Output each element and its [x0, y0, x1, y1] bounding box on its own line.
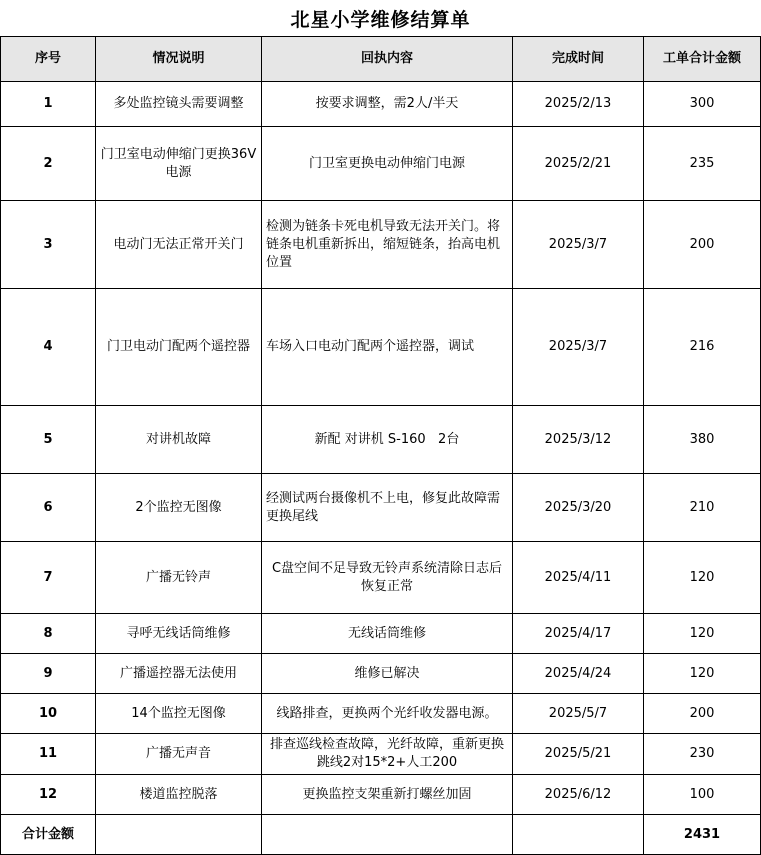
row-amount: 216 [644, 289, 761, 406]
table-row [1, 127, 761, 201]
row-desc: 14个监控无图像 [96, 694, 262, 734]
row-no: 8 [1, 614, 96, 654]
total-empty-cell [262, 815, 513, 855]
table-row [1, 82, 761, 127]
header-date: 完成时间 [513, 37, 644, 82]
row-date: 2025/2/21 [513, 127, 644, 201]
row-amount: 100 [644, 775, 761, 815]
row-reply: 排查巡线检查故障，光纤故障，重新更换跳线2对15*2+人工200 [262, 734, 513, 775]
row-reply: 维修已解决 [262, 654, 513, 694]
row-date: 2025/4/17 [513, 614, 644, 654]
row-reply: 无线话筒维修 [262, 614, 513, 654]
table-row [1, 201, 761, 289]
row-amount: 300 [644, 82, 761, 127]
row-desc: 广播遥控器无法使用 [96, 654, 262, 694]
header-no: 序号 [1, 37, 96, 82]
row-no: 11 [1, 734, 96, 775]
header-desc: 情况说明 [96, 37, 262, 82]
row-date: 2025/2/13 [513, 82, 644, 127]
row-desc: 寻呼无线话筒维修 [96, 614, 262, 654]
settlement-table [0, 36, 761, 855]
row-date: 2025/4/24 [513, 654, 644, 694]
row-amount: 235 [644, 127, 761, 201]
row-reply: 线路排查，更换两个光纤收发器电源。 [262, 694, 513, 734]
row-amount: 120 [644, 654, 761, 694]
total-row [1, 815, 761, 855]
row-amount: 200 [644, 201, 761, 289]
row-reply: 检测为链条卡死电机导致无法开关门。将链条电机重新拆出，缩短链条，抬高电机位置 [262, 201, 513, 289]
row-no: 4 [1, 289, 96, 406]
total-label: 合计金额 [1, 815, 96, 855]
row-reply: 门卫室更换电动伸缩门电源 [262, 127, 513, 201]
row-date: 2025/3/12 [513, 406, 644, 474]
row-reply: 按要求调整，需2人/半天 [262, 82, 513, 127]
row-no: 2 [1, 127, 96, 201]
total-value: 2431 [644, 815, 761, 855]
total-empty-cell [96, 815, 262, 855]
header-reply: 回执内容 [262, 37, 513, 82]
row-desc: 广播无声音 [96, 734, 262, 775]
row-desc: 电动门无法正常开关门 [96, 201, 262, 289]
row-desc: 门卫电动门配两个遥控器 [96, 289, 262, 406]
row-amount: 200 [644, 694, 761, 734]
row-date: 2025/4/11 [513, 542, 644, 614]
row-date: 2025/3/7 [513, 201, 644, 289]
total-empty-cell [513, 815, 644, 855]
table-row [1, 289, 761, 406]
row-date: 2025/6/12 [513, 775, 644, 815]
row-date: 2025/3/7 [513, 289, 644, 406]
row-amount: 120 [644, 542, 761, 614]
table-row [1, 406, 761, 474]
row-desc: 对讲机故障 [96, 406, 262, 474]
row-no: 5 [1, 406, 96, 474]
table-row [1, 775, 761, 815]
row-no: 12 [1, 775, 96, 815]
row-reply: 经测试两台摄像机不上电，修复此故障需更换尾线 [262, 474, 513, 542]
row-amount: 210 [644, 474, 761, 542]
row-reply: 车场入口电动门配两个遥控器，调试 [262, 289, 513, 406]
header-amount: 工单合计金额 [644, 37, 761, 82]
row-no: 3 [1, 201, 96, 289]
row-date: 2025/5/21 [513, 734, 644, 775]
row-desc: 广播无铃声 [96, 542, 262, 614]
table-row [1, 614, 761, 654]
row-desc: 楼道监控脱落 [96, 775, 262, 815]
table-row [1, 734, 761, 775]
row-date: 2025/3/20 [513, 474, 644, 542]
row-no: 1 [1, 82, 96, 127]
row-date: 2025/5/7 [513, 694, 644, 734]
sheet-title: 北星小学维修结算单 [290, 8, 471, 31]
row-reply: 新配 对讲机 S-160 2台 [262, 406, 513, 474]
table-row [1, 654, 761, 694]
row-no: 6 [1, 474, 96, 542]
row-desc: 多处监控镜头需要调整 [96, 82, 262, 127]
row-amount: 380 [644, 406, 761, 474]
table-row [1, 474, 761, 542]
row-no: 10 [1, 694, 96, 734]
row-desc: 门卫室电动伸缩门更换36V电源 [96, 127, 262, 201]
table-row [1, 542, 761, 614]
header-row [1, 37, 761, 82]
row-no: 7 [1, 542, 96, 614]
row-reply: 更换监控支架重新打螺丝加固 [262, 775, 513, 815]
row-amount: 120 [644, 614, 761, 654]
row-reply: C盘空间不足导致无铃声系统清除日志后恢复正常 [262, 542, 513, 614]
row-desc: 2个监控无图像 [96, 474, 262, 542]
row-amount: 230 [644, 734, 761, 775]
table-row [1, 694, 761, 734]
row-no: 9 [1, 654, 96, 694]
